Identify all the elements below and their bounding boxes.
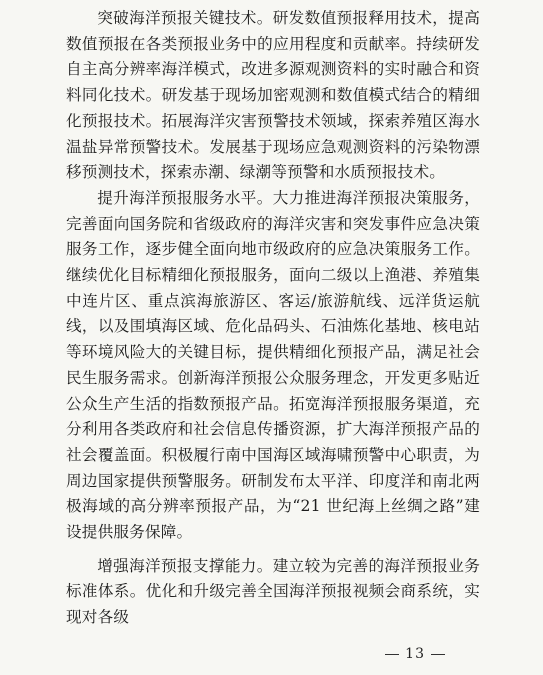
page-number: 13 (405, 646, 425, 662)
paragraph-forecast-support: 增强海洋预报支撑能力。建立较为完善的海洋预报业务标准体系。优化和升级完善全国海洋预报视频会商系统，实现对各级 (66, 556, 480, 627)
page-footer (379, 646, 451, 662)
paragraph-forecast-service: 提升海洋预报服务水平。大力推进海洋预报决策服务，完善面向国务院和省级政府的海洋灾害和突发事件应急决策服务工作，逐步健全面向地市级政府的应急决策服务工作。继续优化目标精细化预报服务，面向二级以上渔港、养殖集中连片区、重点滨海旅游区、客运/旅游航线、远洋货运航线，以及围填海区域、危化品码头、石油炼化基地、核电站等环境风险大的关键目标，提供精细化预报产品，满足社会民生服务需求。创新海洋预报公众服务理念，开发更多贴近公众生产生活的指数预报产品。拓宽海洋预报服务渠道，充分利用各类政府和社会信息传播资源，扩大海洋预报产品的社会覆盖面。积极履行南中国海区域海啸预警中心职责，为周边国家提供预警服务。研制发布太平洋、印度洋和南北两极海域的高分辨率预报产品，为“21 世纪海上丝绸之路”建设提供服务保障。 (66, 188, 480, 542)
footer-dash-left (385, 654, 399, 655)
body-text (66, 4, 480, 631)
paragraph-forecast-technology: 突破海洋预报关键技术。研发数值预报释用技术，提高数值预报在各类预报业务中的应用程度和贡献率。持续研发自主高分辨率海洋模式，改进多源观测资料的实时融合和资料同化技术。研发基于现场加密观测和数值模式结合的精细化预报技术。拓展海洋灾害预警技术领域，探索养殖区海水温盐异常预警技术。发展基于现场应急观测资料的污染物漂移预测技术，探索赤潮、绿潮等预警和水质预报技术。 (66, 9, 480, 182)
footer-dash-right (431, 654, 445, 655)
